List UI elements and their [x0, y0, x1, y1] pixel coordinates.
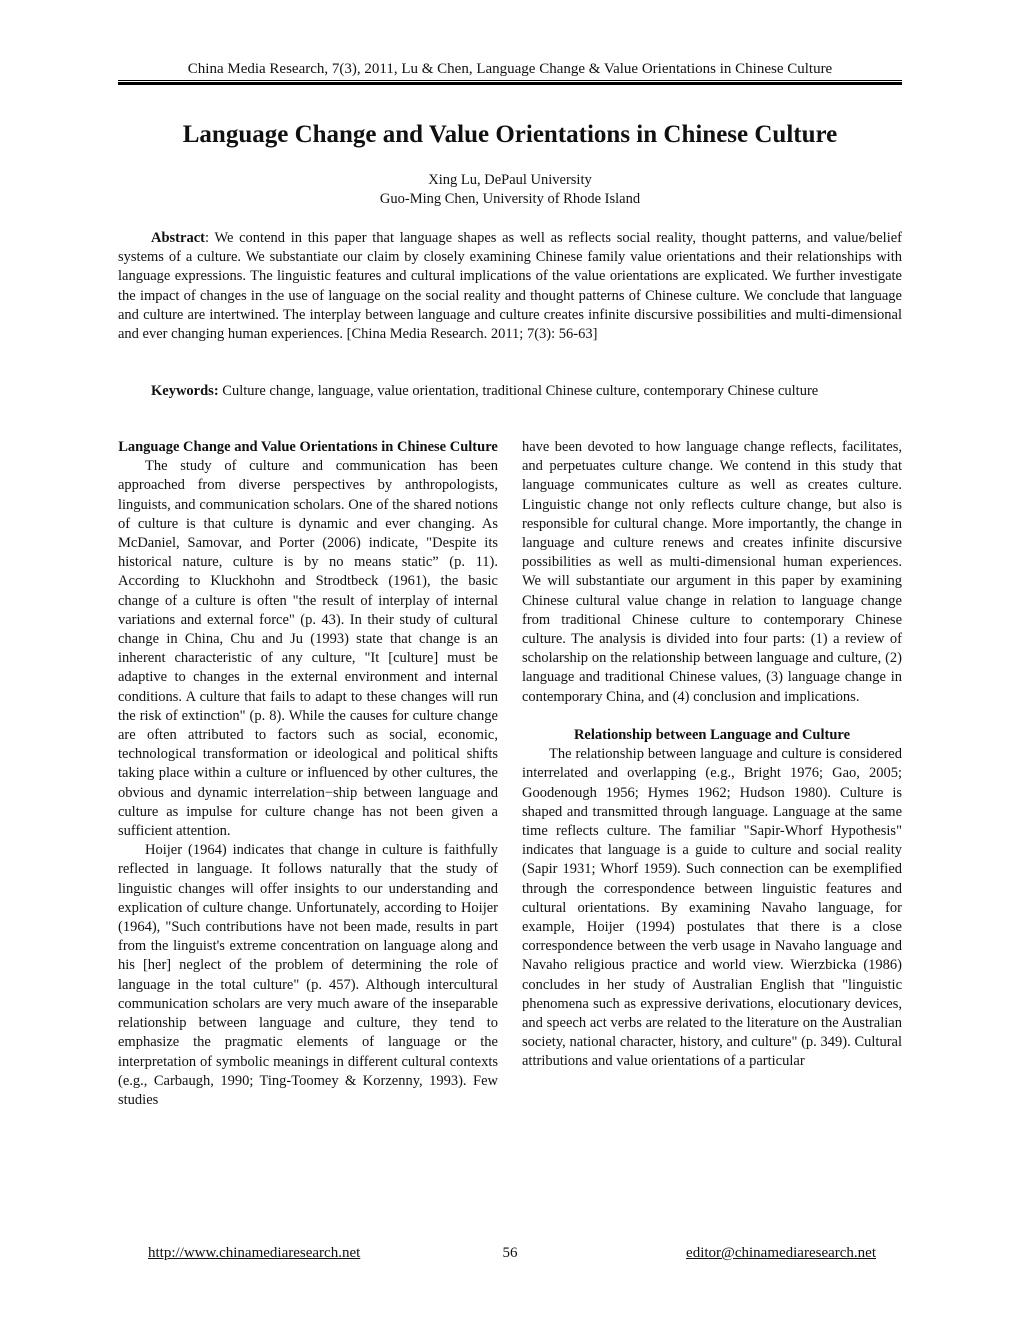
- keywords-text: Culture change, language, value orientation, traditional Chinese culture, contemporary Chinese culture: [218, 383, 819, 399]
- body-paragraph-continued: have been devoted to how language change reflects, facilitates, and perpetuates culture change. We contend in this study that language communicates culture as well as creates culture. Linguistic change not only reflects culture change, but also is responsible for cultural change. More importantly, the change in language and culture renews and creates infinite discursive possibilities as well as multi-dimensional human experiences. We will substantiate our argument in this paper by examining Chinese cultural value change in relation to language change from traditional Chinese culture to contemporary Chinese culture. The analysis is divided into four parts: (1) a review of scholarship on the relationship between language and culture, (2) language and traditional Chinese values, (3) language change in contemporary China, and (4) conclusion and implications.: [522, 439, 902, 705]
- keywords: [118, 382, 902, 401]
- keywords-label: Keywords:: [151, 383, 219, 399]
- author-block: [118, 171, 902, 209]
- header-rule: [118, 80, 902, 85]
- paper-title: Language Change and Value Orientations in Chinese Culture: [182, 121, 838, 148]
- author-line: Guo-Ming Chen, University of Rhode Island: [379, 191, 641, 207]
- abstract-text: : We contend in this paper that language shapes as well as reflects social reality, thought patterns, and value/belief systems of a culture. We substantiate our claim by closely examining Chinese family value orientations and their relationships with language expressions. The linguistic features and cultural implications of the value orientations are explicated. We further investigate the impact of changes in the use of language on the social reality and thought patterns of Chinese culture. We conclude that language and culture are intertwined. The interplay between language and culture creates infinite discursive possibilities and multi-dimensional and ever changing human experiences. [China Media Research. 2011; 7(3): 56-63]: [118, 230, 902, 343]
- body-paragraph: The relationship between language and culture is considered interrelated and overlapping (e.g., Bright 1976; Gao, 2005; Goodenough 1956; Hymes 1962; Hudson 1980). Culture is shaped and transmitted through language. Language at the same time reflects culture. The familiar "Sapir-Whorf Hypothesis" indicates that language is a guide to culture and social reality (Sapir 1931; Whorf 1959). Such connection can be exemplified through the correspondence between linguistic features and cultural orientations. By examining Navaho language, for example, Hoijer (1994) postulates that there is a close correspondence between the verb usage in Navaho language and Navaho religious practice and world view. Wierzbicka (1986) concludes in her study of Australian English that "linguistic phenomena such as expressive derivations, elocutionary devices, and speech act verbs are related to the literature on the Australian society, national character, history, and culture" (p. 349). Cultural attributions and value orientations of a particular: [522, 746, 902, 1070]
- page-footer: [118, 1244, 902, 1264]
- section-heading: Relationship between Language and Culture: [573, 727, 851, 744]
- section-heading: Language Change and Value Orientations in Chinese Culture: [118, 439, 498, 455]
- abstract-label: Abstract: [151, 230, 205, 246]
- body-paragraph: The study of culture and communication has been approached from diverse perspectives by anthropologists, linguists, and communication scholars. One of the shared notions of culture is that culture is dynamic and ever changing. As McDaniel, Samovar, and Porter (2006) indicate, "Despite its historical nature, culture is by no means static” (p. 11). According to Kluckhohn and Strodtbeck (1961), the basic change of a culture is often "the result of interplay of internal variations and external force" (p. 43). In their study of cultural change in China, Chu and Ju (1993) state that change is an inherent characteristic of any culture, "It [culture] must be adaptive to changes in the external environment and internal conditions. A culture that fails to adapt to these changes will run the risk of extinction" (p. 8). While the causes for culture change are often attributed to factors such as social, economic, technological transformation or ideological and political shifts taking place within a culture or influenced by other cultures, the obvious and dynamic interrelation−ship between language and culture as impulse for culture change has not been given a sufficient attention.: [118, 458, 498, 840]
- right-column: [522, 438, 902, 1072]
- author-line: Xing Lu, DePaul University: [428, 172, 592, 188]
- footer-url-link[interactable]: http://www.chinamediaresearch.net: [148, 1245, 361, 1261]
- page-number: 56: [502, 1245, 518, 1261]
- abstract: [118, 229, 902, 344]
- left-column: [118, 438, 498, 1110]
- running-header: China Media Research, 7(3), 2011, Lu & Chen, Language Change & Value Orientations in Chinese Culture: [187, 61, 833, 77]
- footer-email-link[interactable]: editor@chinamediaresearch.net: [686, 1245, 876, 1261]
- body-paragraph: Hoijer (1964) indicates that change in culture is faithfully reflected in language. It follows naturally that the study of linguistic changes will offer insights to our understanding and explication of culture change. Unfortunately, according to Hoijer (1964), "Such contributions have not been made, results in part from the linguist's extreme concentration on language along and his [her] neglect of the problem of determining the role of language in the total culture" (p. 457). Although intercultural communication scholars are very much aware of the inseparable relationship between language and culture, they tend to emphasize the pragmatic elements of language or the interpretation of symbolic meanings in different cultural contexts (e.g., Carbaugh, 1990; Ting-Toomey & Korzenny, 1993). Few studies: [118, 842, 498, 1108]
